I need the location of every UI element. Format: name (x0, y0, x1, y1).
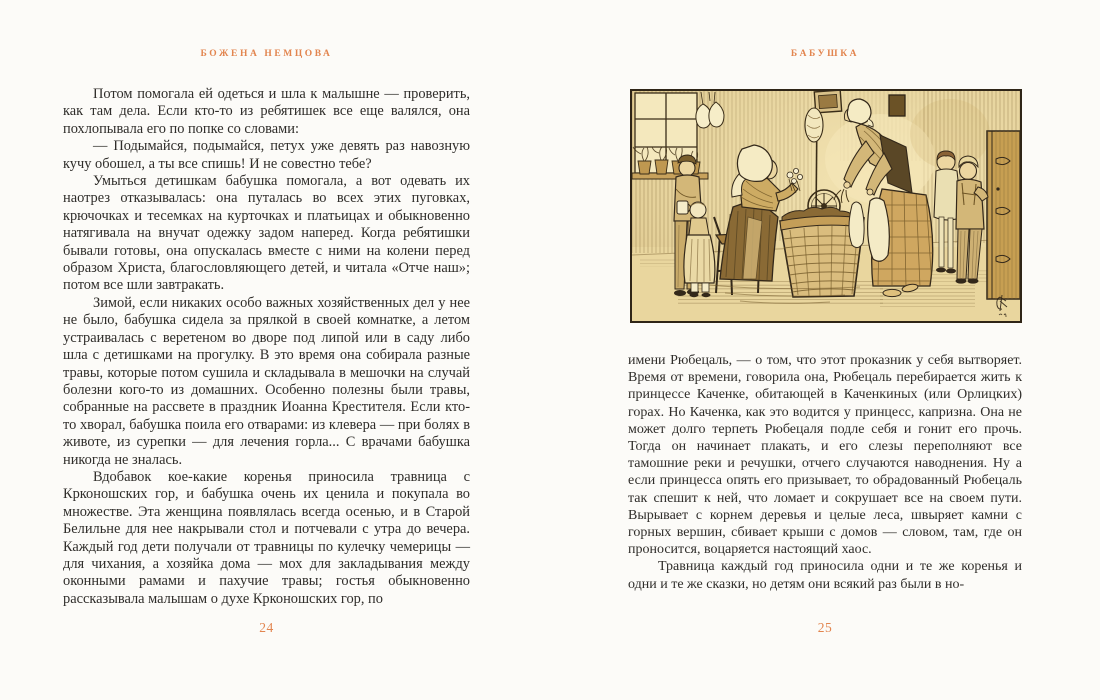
illustration-svg (630, 89, 1022, 323)
body-paragraph: Вдобавок кое-какие коренья приносила травница с Крконошских гор, и бабушка очень их ценила и покупала во множестве. Эта женщина появлялась всегда осенью, и в Старой Белильне для нее накрывали стол и потчевали с утра до вечера. Каждый год дети получали от травницы по кулечку чемерицы — для чихания, а хозяйка дома — мох для закладывания между оконными рамами и пахучие травы; гостья обыкновенно рассказывала малышам о духе Крконошских гор, по (63, 468, 470, 607)
body-paragraph: Умыться детишкам бабушка помогала, а вот одевать их наотрез отказывалась: она путалась во всех этих пуговках, крючочках и тесемках на курточках и платьицах и обыкновенно натягивала на внучат одежку задом наперед. Когда ребятишки бывали готовы, она опускалась вместе с ними на колени перед образом Христа, благословляющего детей, и читала «Отче наш»; потом все шли завтракать. (63, 173, 470, 294)
book-illustration (630, 89, 1022, 323)
cabinet (987, 131, 1020, 299)
body-paragraph: имени Рюбецаль, — о том, что этот проказник у себя вытворяет. Время от времени, говорила она, Рюбецаль перебирается жить к принцессе Каченке, обитающей в Каченкиных (или Орлицких) горах. Но Каченка, как это водится у принцесс, капризна. Она не может долго терпеть Рюбецаля подле себя и гонит его прочь. Тогда он начинает плакать, и его слезы переполняют все тамошние реки и речушки, отчего случаются наводнения. Ну а если принцесса опять его призывает, то обрадованный Рюбецаль так спешит к ней, что ломает и сокрушает все на своем пути. Вырывает с корнем деревья и целые леса, швыряет камни с горных вершин, сбивает крыши с домов — словом, там, где он проносится, воцаряется настоящий хаос. (628, 353, 1022, 558)
body-paragraph: Травница каждый год приносила одни и те же коренья и одни и те же сказки, но детям они всякий раз были в но- (628, 559, 1022, 592)
body-paragraph: Потом помогала ей одеться и шла к малышне — проверить, как там дела. Если кто-то из ребятишек все еще валялся, она похлопывала его по попке со словами: (63, 86, 470, 137)
body-paragraph: Зимой, если никаких особо важных хозяйственных дел у нее не было, бабушка сидела за прялкой в своей комнатке, а летом устраивалась с веретеном во дворе под липой или в саду либо шла с детишками на прогулку. В это время она собирала разные травы, которые потом сушила и складывала в мешочки на случай болезни кого-то из домашних. Особенно полезны были травы, собранные на рассвете в праздник Иоанна Крестителя. Если кто-то хворал, бабушка поила его отварами: из клевера — при болях в животе, из сурепки — для лечения горла... С врачами бабушка никогда не зналась. (63, 294, 470, 468)
folio-right: 25 (817, 620, 833, 635)
page-right (628, 0, 1022, 700)
page-left (63, 0, 470, 700)
running-head-author: БОЖЕНА НЕМЦОВА (200, 49, 333, 59)
right-body-text (628, 352, 1022, 593)
folio-left: 24 (259, 620, 274, 635)
left-body-text (63, 86, 470, 608)
running-head-title: БАБУШКА (790, 49, 860, 59)
body-paragraph: — Подымайся, подымайся, петух уже девять раз навозную кучу обошел, а ты все спишь! И не совестно тебе? (63, 138, 470, 172)
wall-portrait (889, 95, 905, 116)
